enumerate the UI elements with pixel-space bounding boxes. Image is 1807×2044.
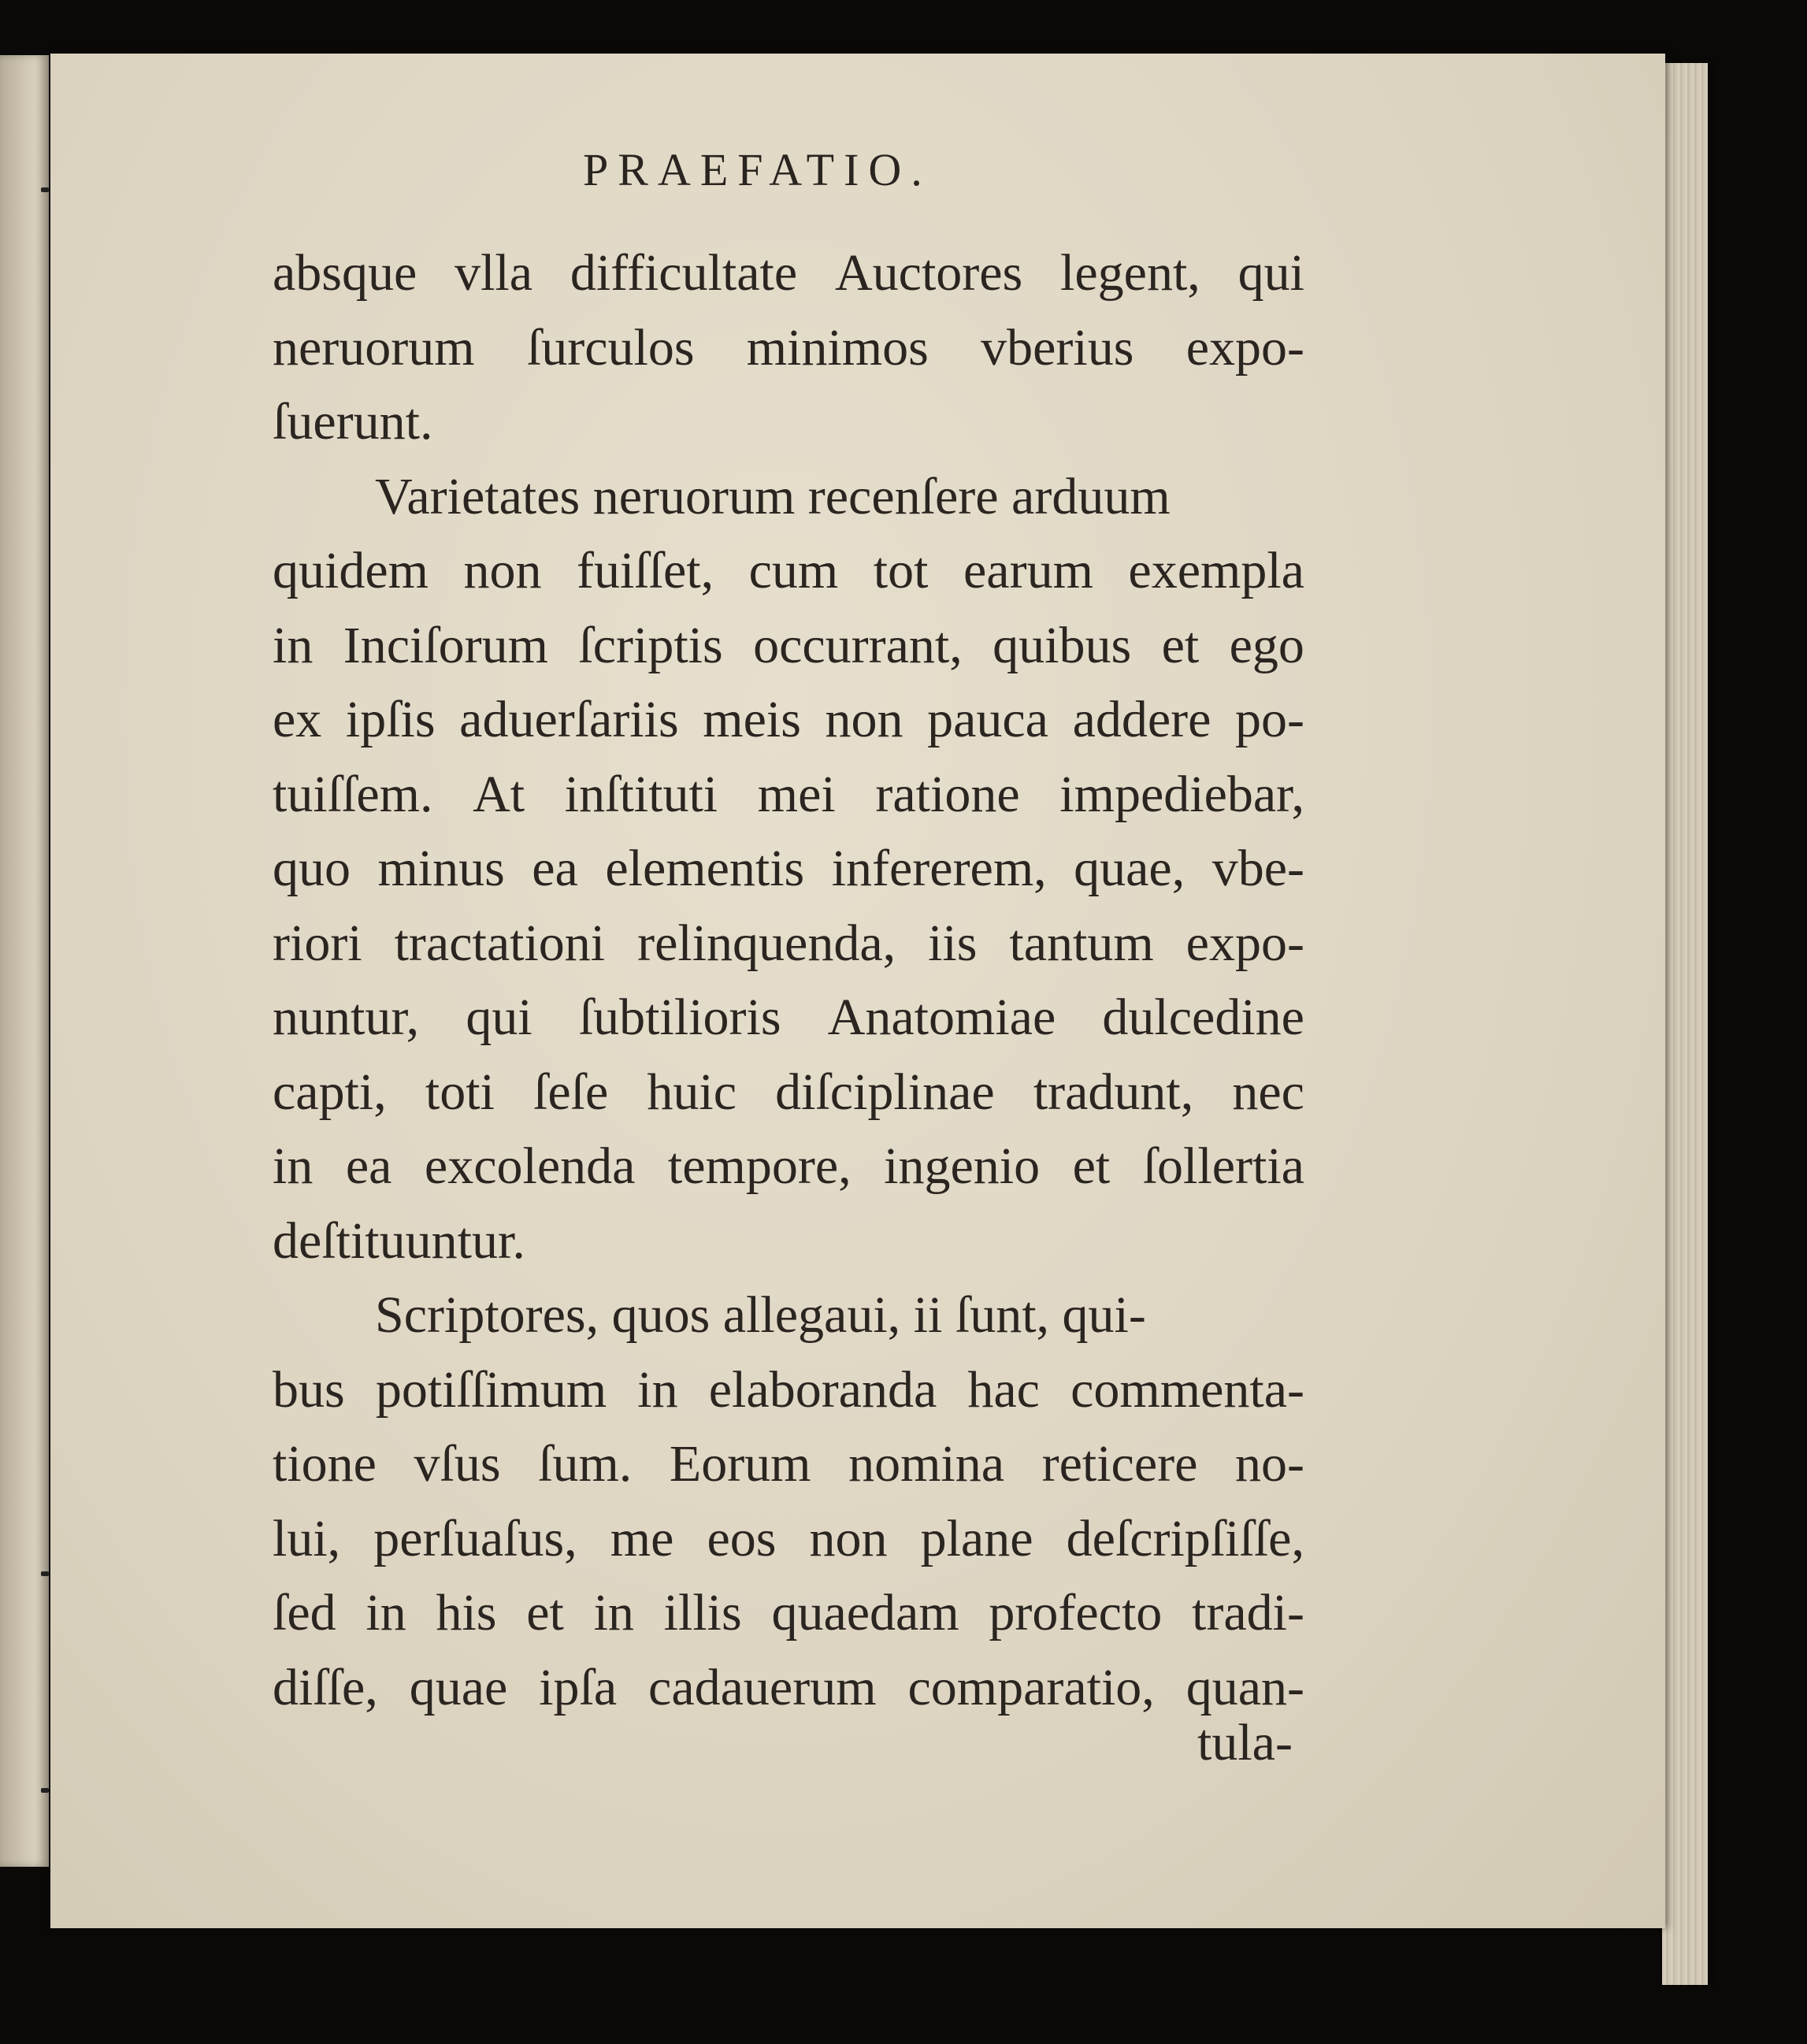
text-line: deſtituuntur. (273, 1211, 525, 1270)
text-line: ex ipſis aduerſariis meis non pauca addere po- (273, 691, 1304, 748)
text-line: lui, perſuaſus, me eos non plane deſcripſiſſe, (273, 1509, 1304, 1567)
text-line: quo minus ea elementis infererem, quae, vbe- (273, 840, 1304, 897)
text-line: ſuerunt. (273, 393, 433, 451)
text-line: tuiſſem. At inſtituti mei ratione impediebar, (273, 765, 1304, 823)
text-line: in ea excolenda tempore, ingenio et ſollertia (273, 1137, 1304, 1195)
running-header: PRAEFATIO. (583, 144, 932, 195)
text-line: Varietates neruorum recenſere arduum (375, 467, 1171, 525)
body-text (273, 236, 1304, 1725)
text-line: bus potiſſimum in elaboranda hac commenta- (273, 1360, 1304, 1419)
text-line: absque vlla difficultate Auctores legent, qui (273, 244, 1304, 302)
text-line: riori tractationi relinquenda, iis tantum expo- (273, 914, 1304, 972)
text-line: in Inciſorum ſcriptis occurrant, quibus et ego (273, 616, 1304, 674)
text-line: nuntur, qui ſubtilioris Anatomiae dulcedine (273, 989, 1304, 1046)
text-line: diſſe, quae ipſa cadauerum comparatio, quan- (273, 1658, 1304, 1716)
margin-mark (41, 187, 49, 192)
margin-mark (41, 1571, 49, 1576)
text-line: ſed in his et in illis quaedam profecto tradi- (273, 1584, 1304, 1642)
left-page-edge (0, 55, 49, 1867)
text-line: neruorum ſurculos minimos vberius expo- (273, 318, 1304, 377)
catchword: tula- (1197, 1714, 1293, 1771)
margin-mark (41, 1788, 49, 1793)
text-line: quidem non fuiſſet, cum tot earum exempla (273, 542, 1304, 599)
text-line: tione vſus ſum. Eorum nomina reticere no- (273, 1435, 1304, 1493)
page-edges (1662, 63, 1708, 1985)
text-line: Scriptores, quos allegaui, ii ſunt, qui- (375, 1286, 1146, 1344)
text-line: capti, toti ſeſe huic diſciplinae tradunt, nec (273, 1063, 1304, 1121)
